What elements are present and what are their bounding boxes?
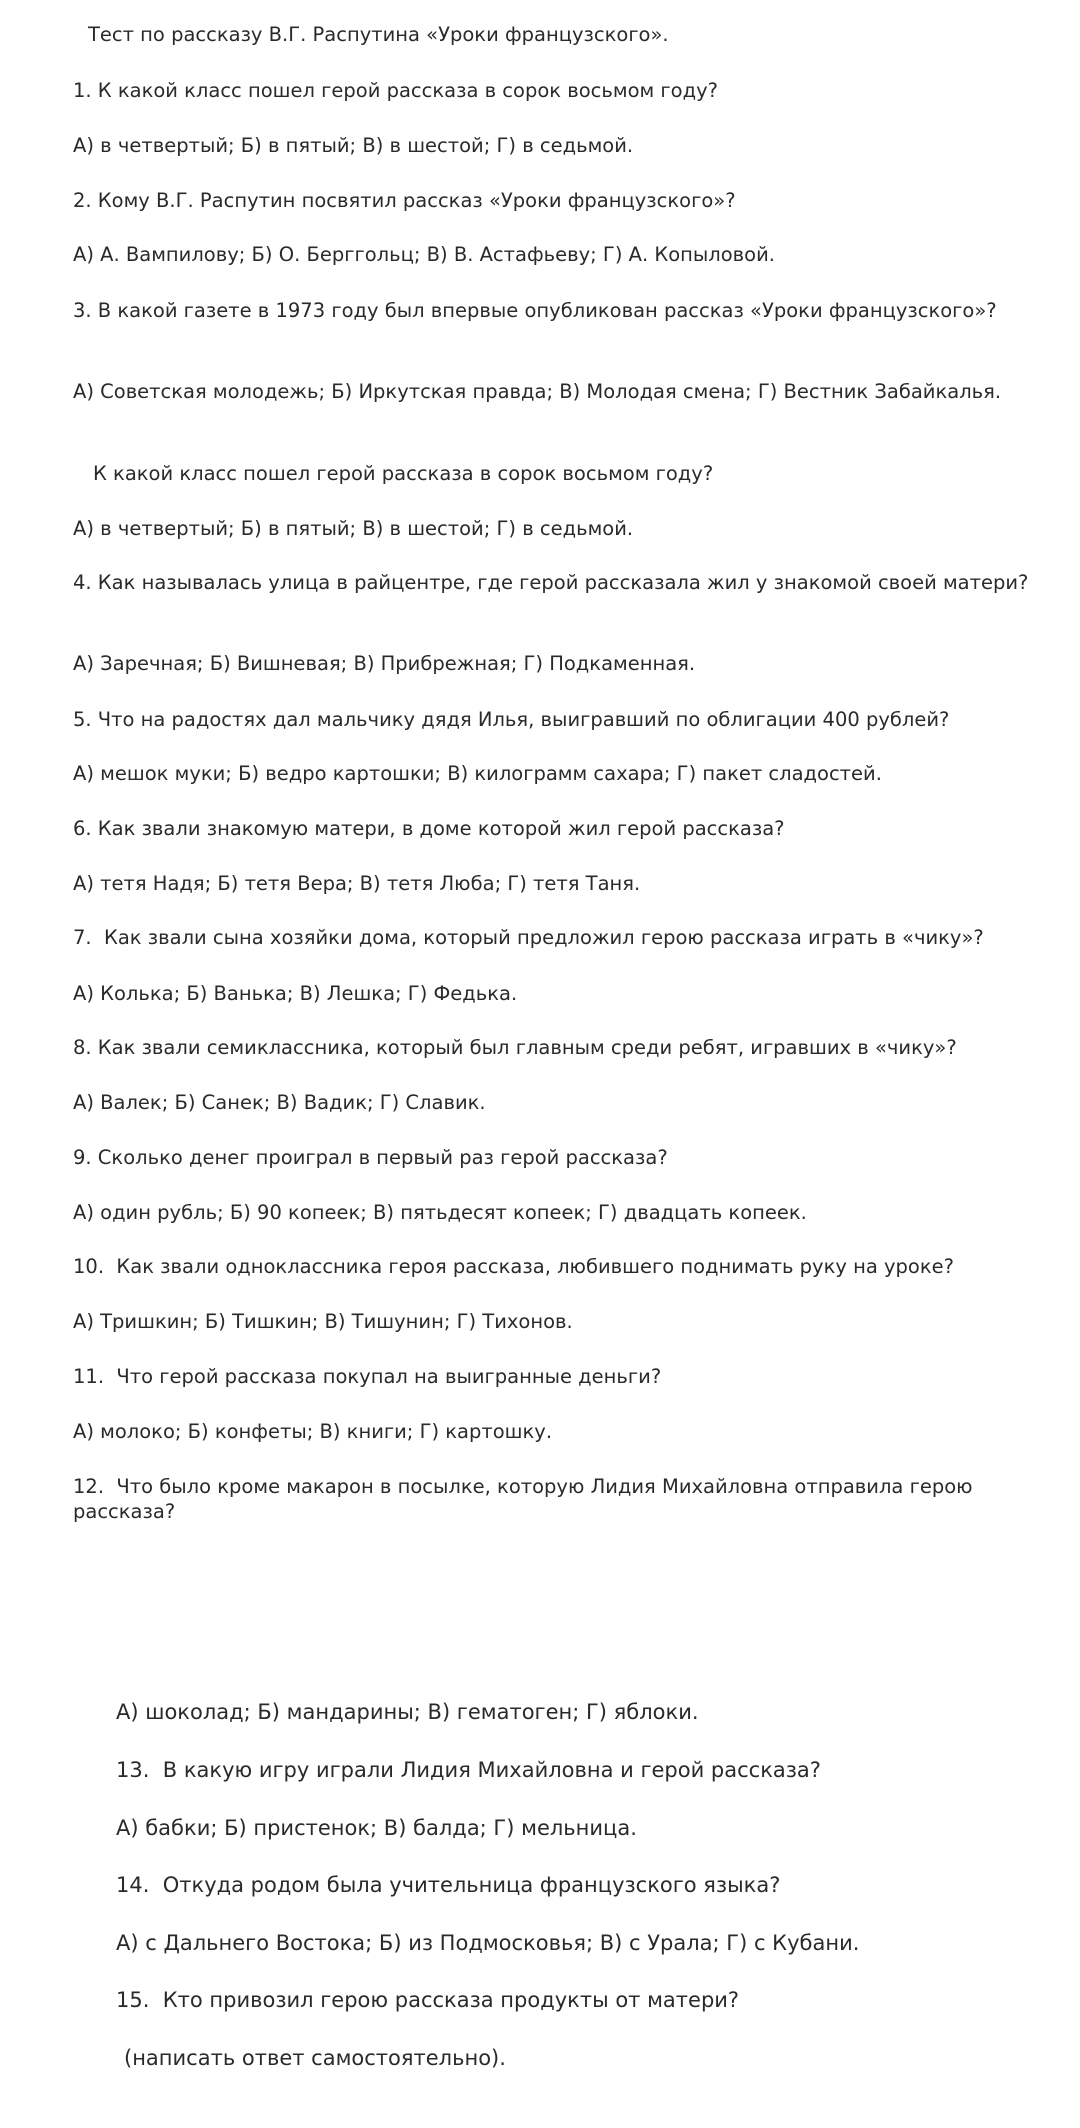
question-text: 11. Что герой рассказа покупал на выигранные деньги? [73, 1365, 662, 1388]
answer-options: А) молоко; Б) конфеты; В) книги; Г) картошку. [73, 1420, 553, 1443]
answer-options: А) Валек; Б) Санек; В) Вадик; Г) Славик. [73, 1091, 486, 1114]
question-text: 2. Кому В.Г. Распутин посвятил рассказ «Уроки французского»? [73, 189, 736, 212]
answer-options: А) Заречная; Б) Вишневая; В) Прибрежная; Г) Подкаменная. [73, 652, 696, 675]
answer-options: А) А. Вампилову; Б) О. Берггольц; В) В. Астафьеву; Г) А. Копыловой. [73, 243, 775, 266]
question-text: 9. Сколько денег проиграл в первый раз герой рассказа? [73, 1146, 668, 1169]
question-text: 13. В какую игру играли Лидия Михайловна и герой рассказа? [116, 1758, 821, 1782]
question-text: 12. Что было кроме макарон в посылке, которую Лидия Михайловна отправила герою рассказа? [73, 1475, 979, 1523]
answer-options: А) в четвертый; Б) в пятый; В) в шестой; Г) в седьмой. [73, 517, 634, 540]
answer-options: А) Тришкин; Б) Тишкин; В) Тишунин; Г) Тихонов. [73, 1310, 573, 1333]
answer-options: А) Советская молодежь; Б) Иркутская правда; В) Молодая смена; Г) Вестник Забайкалья. [73, 380, 1002, 403]
answer-options: А) мешок муки; Б) ведро картошки; В) килограмм сахара; Г) пакет сладостей. [73, 762, 882, 785]
answer-options: А) с Дальнего Востока; Б) из Подмосковья; В) с Урала; Г) с Кубани. [116, 1931, 860, 1955]
answer-options: А) Колька; Б) Ванька; В) Лешка; Г) Федька. [73, 982, 518, 1005]
question-text: 3. В какой газете в 1973 году был впервые опубликован рассказ «Уроки французского»? [73, 299, 997, 322]
question-text: 1. К какой класс пошел герой рассказа в сорок восьмом году? [73, 79, 718, 102]
question-text: К какой класс пошел герой рассказа в сорок восьмом году? [93, 462, 714, 485]
question-text: 14. Откуда родом была учительница французского языка? [116, 1873, 781, 1897]
question-text: 15. Кто привозил герою рассказа продукты от матери? [116, 1988, 740, 2012]
question-text: 5. Что на радостях дал мальчику дядя Илья, выигравший по облигации 400 рублей? [73, 708, 950, 731]
answer-options: А) бабки; Б) пристенок; В) балда; Г) мельница. [116, 1816, 637, 1840]
question-text: 8. Как звали семиклассника, который был главным среди ребят, игравших в «чику»? [73, 1036, 957, 1059]
question-text: 10. Как звали одноклассника героя рассказа, любившего поднимать руку на уроке? [73, 1255, 954, 1278]
answer-options: А) один рубль; Б) 90 копеек; В) пятьдесят копеек; Г) двадцать копеек. [73, 1201, 807, 1224]
answer-instruction: (написать ответ самостоятельно). [124, 2046, 506, 2070]
answer-options: А) шоколад; Б) мандарины; В) гематоген; Г) яблоки. [116, 1700, 699, 1724]
question-text: 7. Как звали сына хозяйки дома, который предложил герою рассказа играть в «чику»? [73, 926, 984, 949]
document-title: Тест по рассказу В.Г. Распутина «Уроки французского». [88, 23, 669, 46]
question-text: 6. Как звали знакомую матери, в доме которой жил герой рассказа? [73, 817, 785, 840]
answer-options: А) тетя Надя; Б) тетя Вера; В) тетя Люба; Г) тетя Таня. [73, 872, 641, 895]
question-text: 4. Как называлась улица в райцентре, где герой рассказала жил у знакомой своей матери? [73, 571, 1029, 594]
answer-options: А) в четвертый; Б) в пятый; В) в шестой; Г) в седьмой. [73, 134, 634, 157]
